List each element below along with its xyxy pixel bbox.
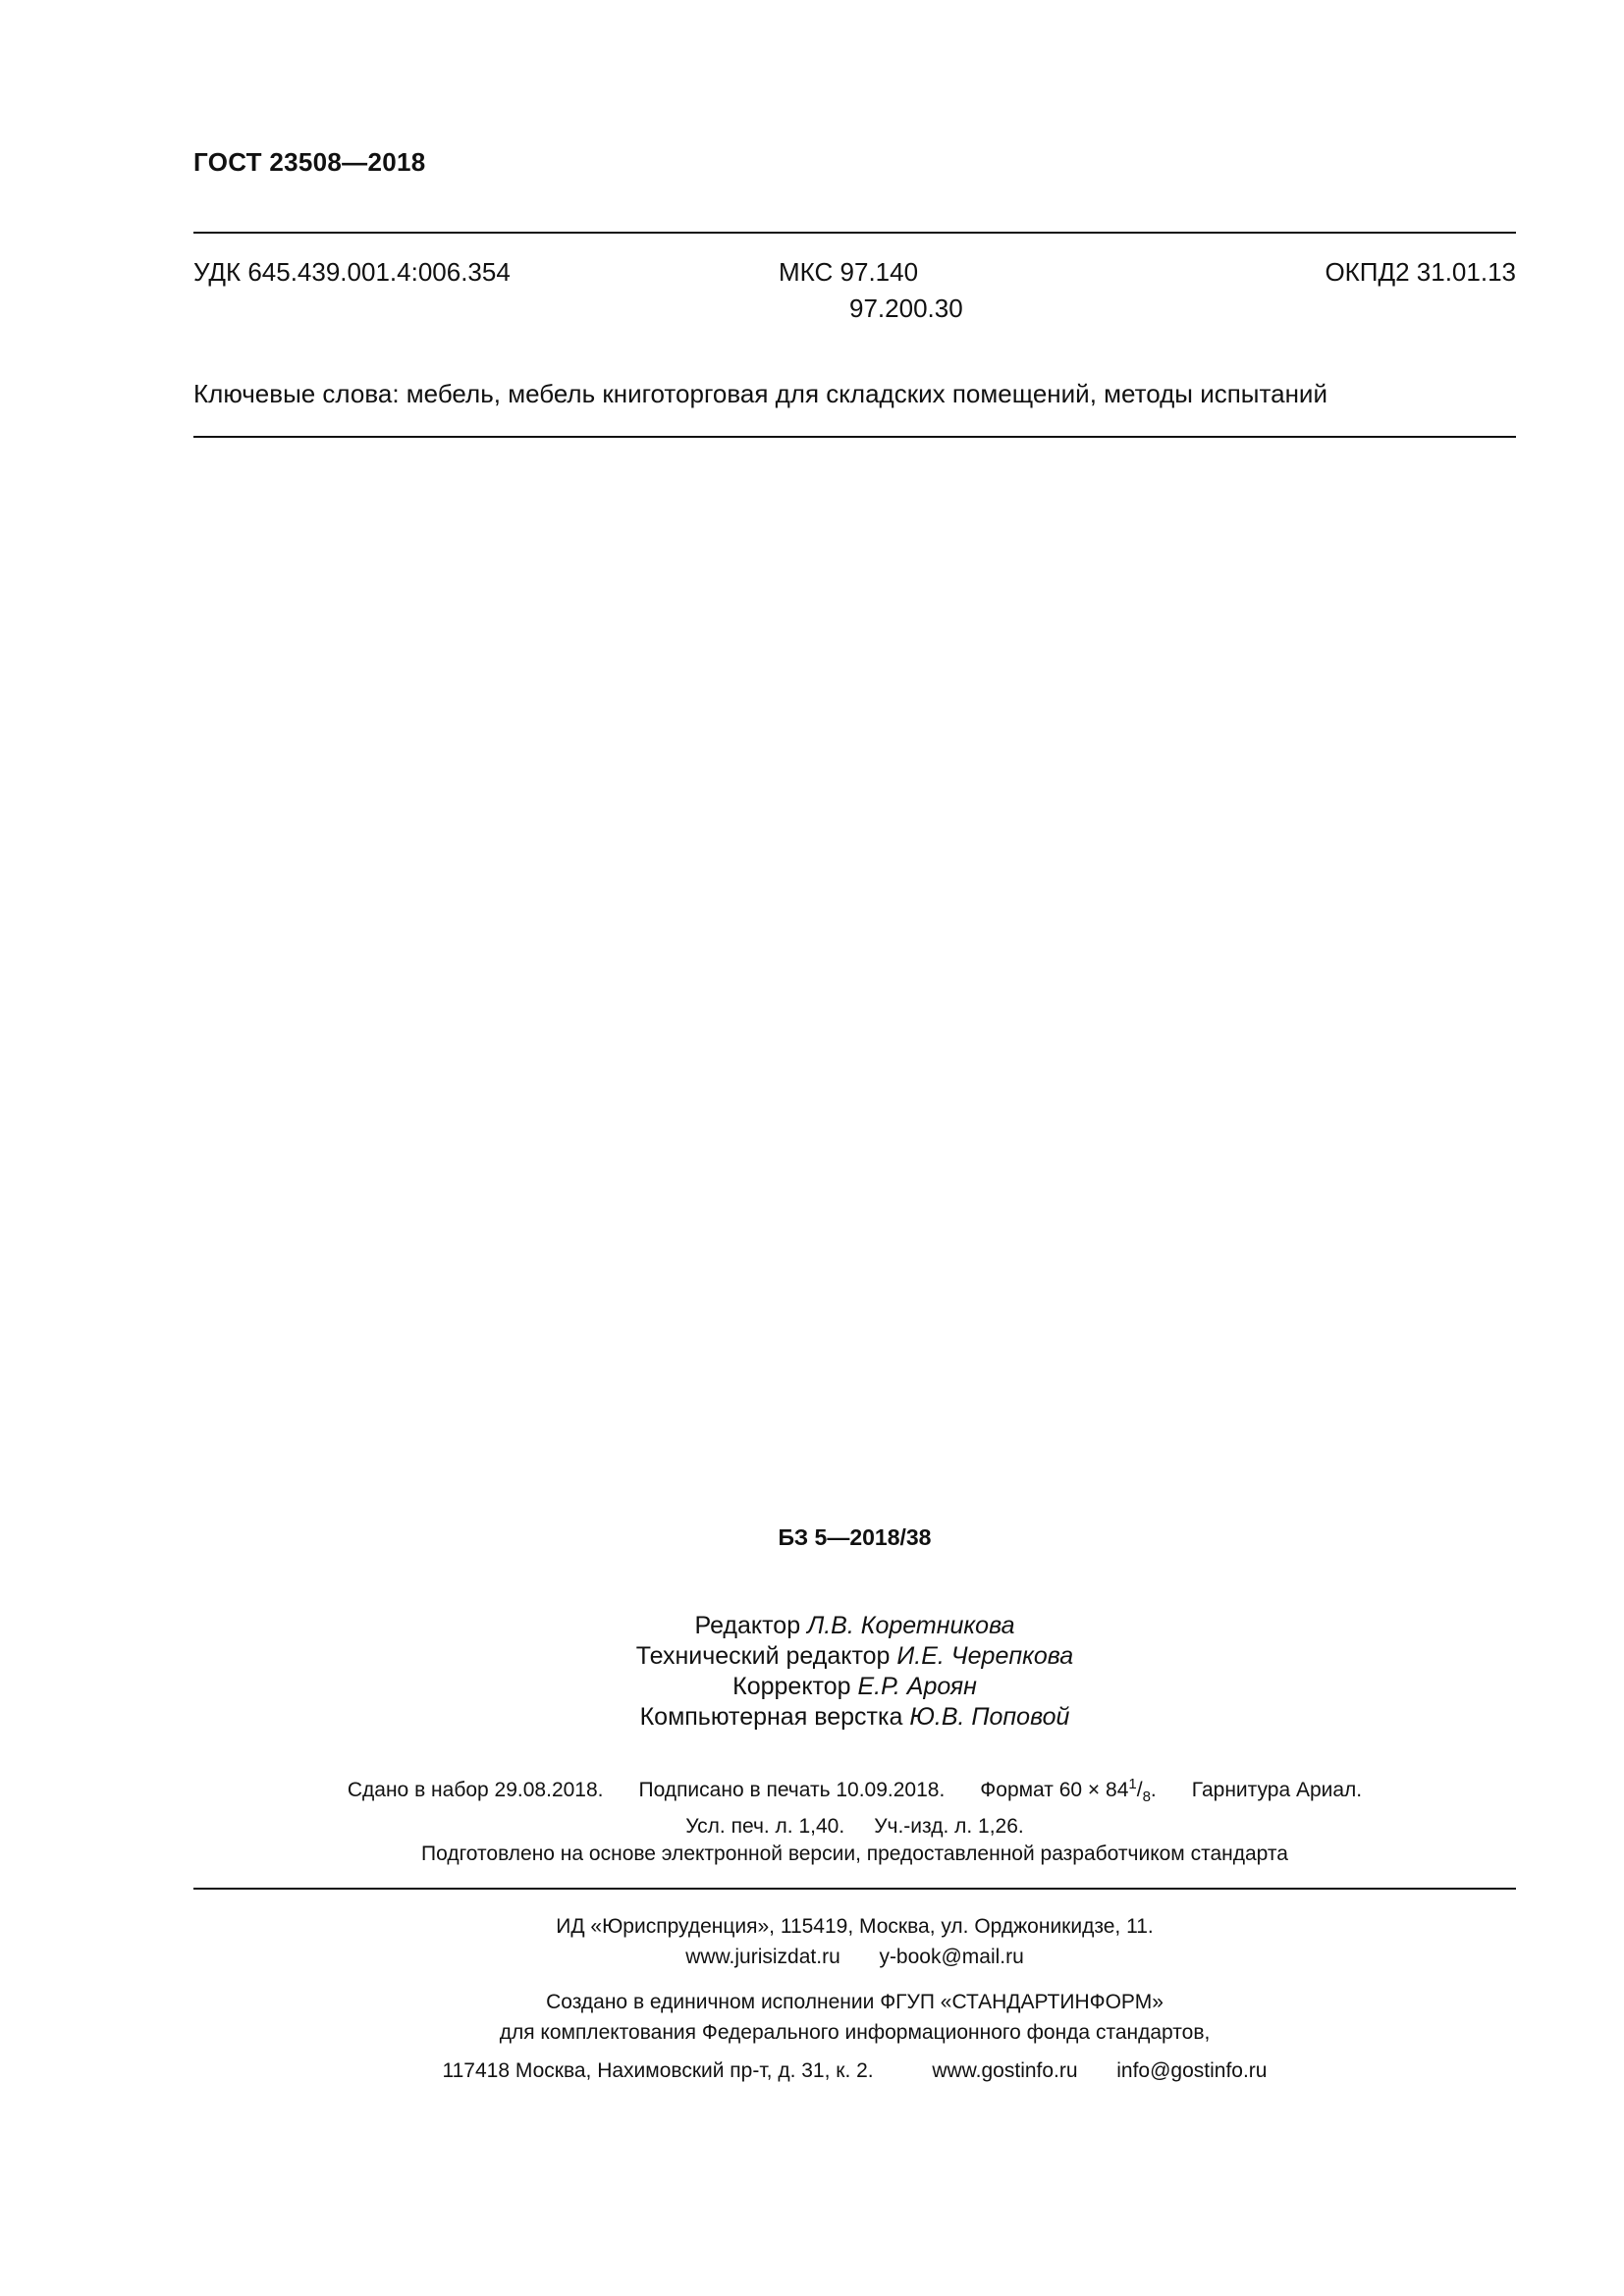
staff-tech-editor: Технический редактор И.Е. Черепкова: [635, 1642, 1074, 1670]
staff-corrector: Корректор Е.Р. Ароян: [732, 1673, 977, 1700]
publisher-address: ИД «Юриспруденция», 115419, Москва, ул. Орджоникидзе, 11.: [556, 1915, 1154, 1938]
imprint-rule: [193, 1888, 1516, 1890]
bz-number: БЗ 5—2018/38: [778, 1524, 932, 1550]
standard-id: ГОСТ 23508—2018: [193, 147, 426, 177]
publisher-info: [193, 1911, 1516, 1972]
mks-codes: [779, 257, 995, 324]
mks-code-2: 97.200.30: [849, 294, 963, 323]
publisher-contacts: [193, 1942, 1516, 1972]
creator-line-2: для комплектования Федерального информационного фонда стандартов,: [499, 2021, 1211, 2044]
udk-code: УДК 645.439.001.4:006.354: [193, 257, 511, 287]
mks-label: МКС: [779, 257, 834, 287]
staff-layout: Компьютерная верстка Ю.В. Поповой: [639, 1703, 1070, 1731]
staff-list: [193, 1611, 1516, 1733]
keywords: Ключевые слова: мебель, мебель книготорговая для складских помещений, методы испытаний: [193, 379, 1327, 408]
header-rule: [193, 232, 1516, 234]
creator-address: 117418 Москва, Нахимовский пр-т, д. 31, к. 2.: [442, 2059, 874, 2082]
publisher-site: www.jurisizdat.ru: [685, 1946, 840, 1968]
keywords-rule: [193, 436, 1516, 438]
creator-info: [193, 1987, 1516, 2086]
creator-site: www.gostinfo.ru: [932, 2059, 1078, 2082]
prepared-note: Подготовлено на основе электронной версии, предоставленной разработчиком стандарта: [421, 1842, 1288, 1865]
staff-editor: Редактор Л.В. Коретникова: [694, 1612, 1015, 1639]
print-info: [193, 1770, 1516, 1842]
creator-email: info@gostinfo.ru: [1116, 2059, 1268, 2082]
print-info-line-2: Усл. печ. л. 1,40. Уч.-изд. л. 1,26.: [685, 1815, 1024, 1838]
okpd-code: ОКПД2 31.01.13: [1325, 257, 1516, 287]
creator-contacts: [193, 2056, 1516, 2086]
mks-code-1: 97.140: [839, 257, 919, 287]
creator-line-1: Создано в единичном исполнении ФГУП «СТАНДАРТИНФОРМ»: [546, 1991, 1164, 2013]
publisher-email: y-book@mail.ru: [879, 1946, 1024, 1968]
print-info-line-1: Сдано в набор 29.08.2018. Подписано в печать 10.09.2018. Формат $60 \times 84^1/_8$. Гарнитура Ариал.: [347, 1776, 1363, 1805]
